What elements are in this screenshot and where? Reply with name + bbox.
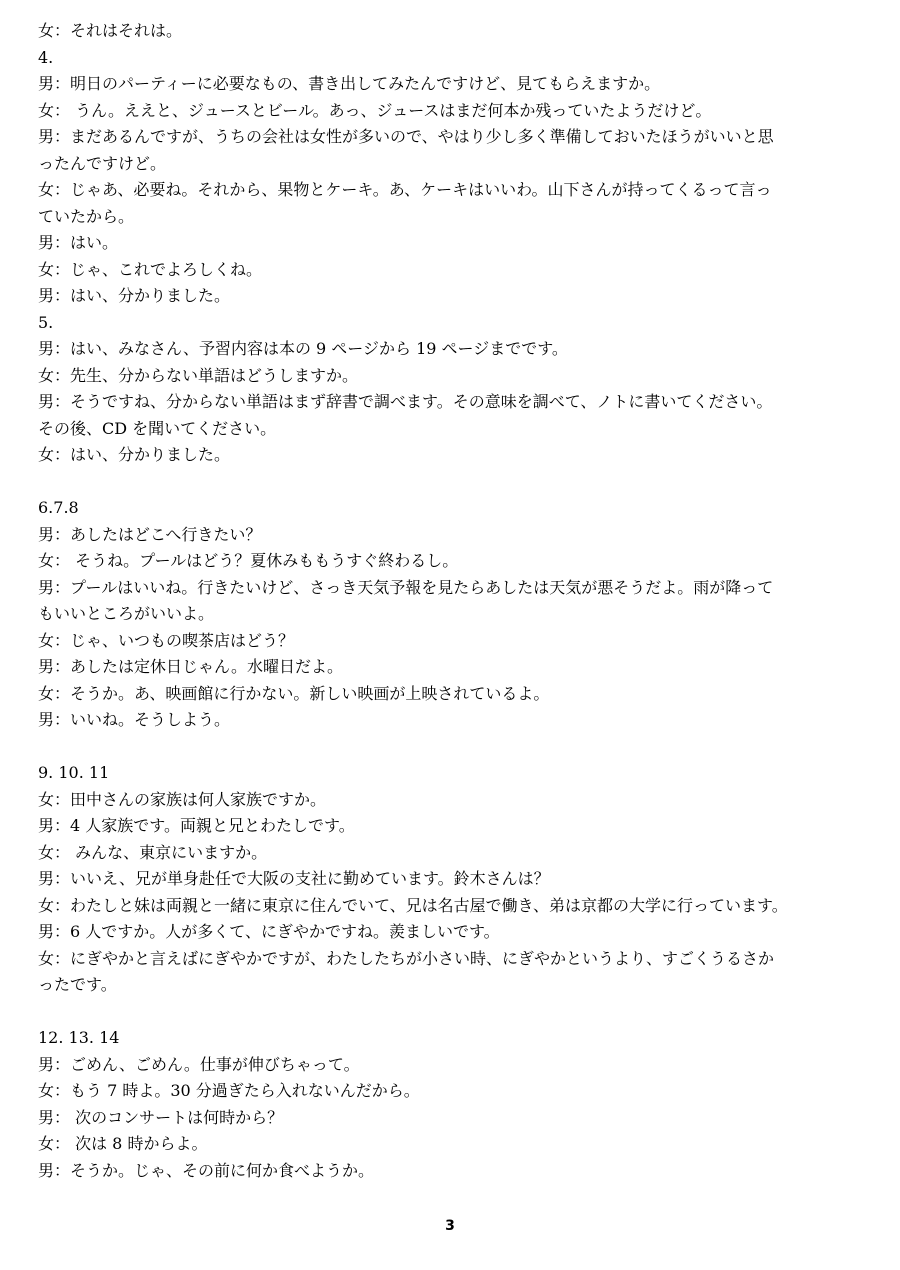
text-line: 女： 次は 8 時からよ。 bbox=[38, 1134, 208, 1153]
text-line: ていたから。 bbox=[38, 206, 135, 226]
text-line: 男： 次のコンサートは何時から？ bbox=[38, 1107, 284, 1127]
text-line: 女：じゃ、これでよろしくね。 bbox=[38, 259, 263, 279]
text-line: 男：はい、分かりました。 bbox=[38, 286, 231, 305]
text-line: 男：あしたはどこへ行きたい？ bbox=[38, 524, 262, 544]
text-line: 女：もう 7 時よ。30 分過ぎたら入れないんだから。 bbox=[38, 1081, 420, 1100]
text-line: 女： うん。ええと、ジュースとビール。あっ、ジュースはまだ何本か残っていたようだけど。 bbox=[38, 100, 712, 120]
text-line: 女：そうか。あ、映画館に行かない。新しい映画が上映されているよ。 bbox=[38, 683, 550, 703]
text-line: 男：プールはいいね。行きたいけど、さっき天気予報を見たらあしたは天気が悪そうだよ。雨が降って bbox=[38, 577, 774, 597]
text-line: 女：じゃ、いつもの喫茶店はどう？ bbox=[38, 630, 295, 650]
text-line: 男：そうですね、分からない単語はまず辞書で調べます。その意味を調べて、ノトに書いてください。 bbox=[38, 392, 773, 411]
text-line: 男：まだあるんですが、うちの会社は女性が多いので、やはり少し多く準備しておいたほうがいいと思 bbox=[38, 127, 774, 146]
text-line: 男：6 人ですか。人が多くて、にぎやかですね。羨ましいです。 bbox=[38, 922, 500, 941]
text-line: 女： みんな、東京にいますか。 bbox=[38, 842, 268, 862]
text-line: もいいところがいいよ。 bbox=[38, 604, 215, 623]
text-line: 女：田中さんの家族は何人家族ですか。 bbox=[38, 789, 327, 809]
text-line: 男：ごめん、ごめん。仕事が伸びちゃって。 bbox=[38, 1054, 360, 1074]
text-line: 男：そうか。じゃ、その前に何か食べようか。 bbox=[38, 1160, 375, 1180]
text-line: 男：4 人家族です。両親と兄とわたしです。 bbox=[38, 816, 355, 835]
text-line: 女：先生、分からない単語はどうしますか。 bbox=[38, 365, 359, 385]
text-line: 女：それはそれは。 bbox=[38, 21, 183, 40]
text-line: 男：あしたは定休日じゃん。水曜日だよ。 bbox=[38, 657, 343, 676]
section-number: 12. 13. 14 bbox=[38, 1028, 120, 1047]
text-line: ったです。 bbox=[38, 975, 117, 994]
section-number: 4. bbox=[38, 47, 54, 67]
section-number: 6.7.8 bbox=[38, 498, 79, 517]
document-body bbox=[38, 18, 868, 1184]
page-number: 3 bbox=[445, 1218, 455, 1234]
text-line: 女：わたしと妹は両親と一緒に東京に住んでいて、兄は名古屋で働き、弟は京都の大学に行っています。 bbox=[38, 895, 788, 915]
section-number: 5. bbox=[38, 312, 54, 332]
text-line: 男：はい、みなさん、予習内容は本の 9 ページから 19 ページまでです。 bbox=[38, 339, 568, 358]
text-line: 女：はい、分かりました。 bbox=[38, 445, 231, 464]
section-number: 9. 10. 11 bbox=[38, 763, 110, 782]
text-line: 女： そうね。プールはどう？夏休みももうすぐ終わるし。 bbox=[38, 551, 459, 570]
blank-line bbox=[38, 734, 868, 761]
text-line: 女：にぎやかと言えばにぎやかですが、わたしたちが小さい時、にぎやかというより、すごくうるさか bbox=[38, 948, 775, 968]
text-line: 男：いいね。そうしよう。 bbox=[38, 710, 231, 729]
blank-line bbox=[38, 469, 868, 496]
text-line: 男：明日のパーティーに必要なもの、書き出してみたんですけど、見てもらえますか。 bbox=[38, 74, 661, 93]
text-line: 女：じゃあ、必要ね。それから、果物とケーキ。あ、ケーキはいいわ。山下さんが持ってくるって言っ bbox=[38, 180, 772, 199]
blank-line bbox=[38, 999, 868, 1026]
text-line: ったんですけど。 bbox=[38, 153, 167, 173]
text-line: 男：いいえ、兄が単身赴任で大阪の支社に勤めています。鈴木さんは？ bbox=[38, 869, 550, 888]
text-line: 男：はい。 bbox=[38, 233, 119, 252]
text-line: その後、CD を聞いてください。 bbox=[38, 418, 277, 438]
